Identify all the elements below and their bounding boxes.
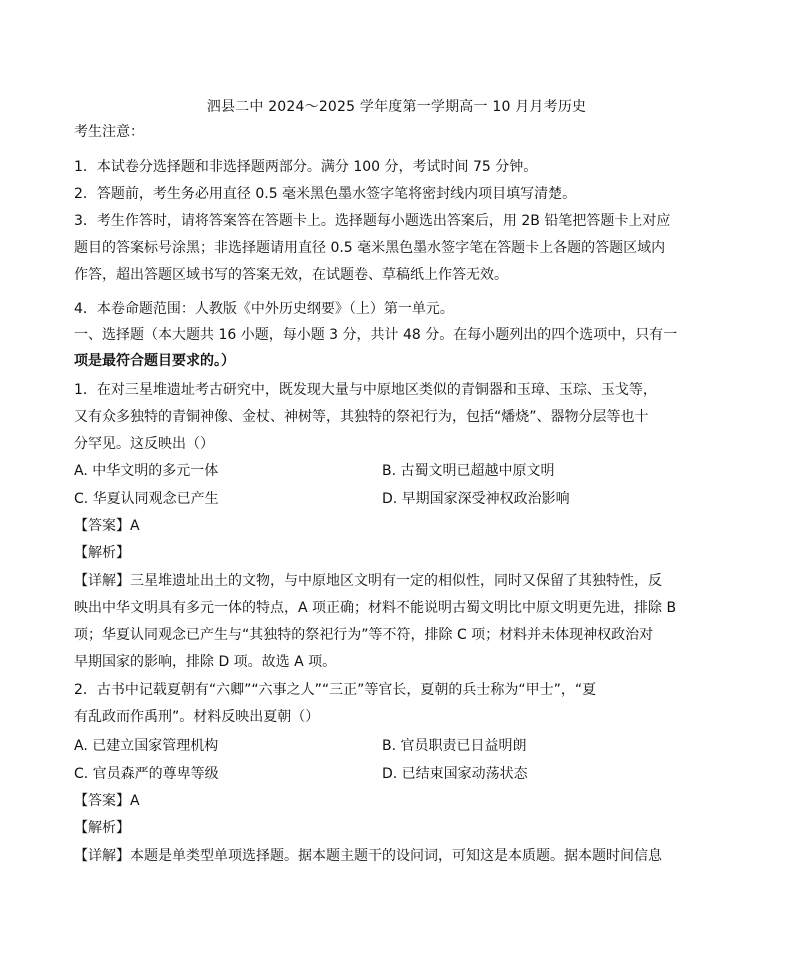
q1-option-c: C. 华夏认同观念已产生 (74, 491, 219, 507)
q1-stem-line-1: 1．在对三星堆遗址考古研究中，既发现大量与中原地区类似的青铜器和玉璋、玉琮、玉戈等， (74, 382, 657, 398)
q1-stem-line-2: 又有众多独特的青铜神像、金杖、神树等，其独特的祭祀行为，包括“燔烧”、器物分层等也十 (74, 409, 649, 425)
notice-item-2: 2．答题前，考生务必用直径 0.5 毫米黑色墨水签字笔将密封线内项目填写清楚。 (74, 186, 577, 202)
notice-item-1: 1．本试卷分选择题和非选择题两部分。满分 100 分，考试时间 75 分钟。 (74, 159, 538, 175)
q1-detail-line-4: 早期国家的影响，排除 D 项。故选 A 项。 (74, 654, 337, 670)
notice-item-3-cont-1: 题目的答案标号涂黑；非选择题请用直径 0.5 毫米黑色墨水签字笔在答题卡上各题的答题区域内 (74, 240, 666, 256)
q1-stem-line-3: 分罕见。这反映出（） (74, 436, 214, 452)
q2-option-b: B. 官员职责已日益明朗 (382, 738, 527, 754)
q2-stem-line-1: 2．古书中记载夏朝有“六卿”“六事之人”“三正”等官长，夏朝的兵士称为“甲士”，“夏 (74, 682, 597, 698)
section-heading-line-1: 一、选择题（本大题共 16 小题，每小题 3 分，共计 48 分。在每小题列出的四个选项中，只有一 (74, 327, 678, 343)
notice-heading: 考生注意： (74, 124, 144, 140)
q2-option-c: C. 官员森严的尊卑等级 (74, 766, 219, 782)
q1-detail-line-3: 项；华夏认同观念已产生与“其独特的祭祀行为”等不符，排除 C 项；材料并未体现神权政治对 (74, 627, 654, 643)
q1-option-a: A. 中华文明的多元一体 (74, 463, 219, 479)
notice-item-3-cont-2: 作答，超出答题区域书写的答案无效，在试题卷、草稿纸上作答无效。 (74, 267, 508, 283)
section-heading-line-2: 项是最符合题目要求的。） (74, 353, 235, 369)
q2-stem-line-2: 有乱政而作禹刑”。材料反映出夏朝（） (74, 709, 320, 725)
q1-analysis-label: 【解析】 (74, 545, 130, 561)
q1-option-b: B. 古蜀文明已超越中原文明 (382, 463, 555, 479)
notice-item-4: 4．本卷命题范围：人教版《中外历史纲要》（上）第一单元。 (74, 301, 454, 317)
q2-option-d: D. 已结束国家动荡状态 (382, 766, 528, 782)
q2-option-a: A. 已建立国家管理机构 (74, 738, 219, 754)
q2-analysis-label: 【解析】 (74, 820, 130, 836)
q1-option-d: D. 早期国家深受神权政治影响 (382, 491, 570, 507)
notice-item-3: 3．考生作答时，请将答案答在答题卡上。选择题每小题选出答案后，用 2B 铅笔把答题卡上对应 (74, 213, 671, 229)
q2-answer: 【答案】A (74, 793, 140, 809)
q1-answer: 【答案】A (74, 518, 140, 534)
q2-detail-line-1: 【详解】本题是单类型单项选择题。据本题主题干的设问词，可知这是本质题。据本题时间信息 (74, 848, 662, 864)
q1-detail-line-1: 【详解】三星堆遗址出土的文物，与中原地区文明有一定的相似性，同时又保留了其独特性，反 (74, 573, 662, 589)
exam-title: 泗县二中 2024～2025 学年度第一学期高一 10 月月考历史 (206, 99, 587, 115)
q1-detail-line-2: 映出中华文明具有多元一体的特点，A 项正确；材料不能说明古蜀文明比中原文明更先进，排除 B (74, 600, 677, 616)
